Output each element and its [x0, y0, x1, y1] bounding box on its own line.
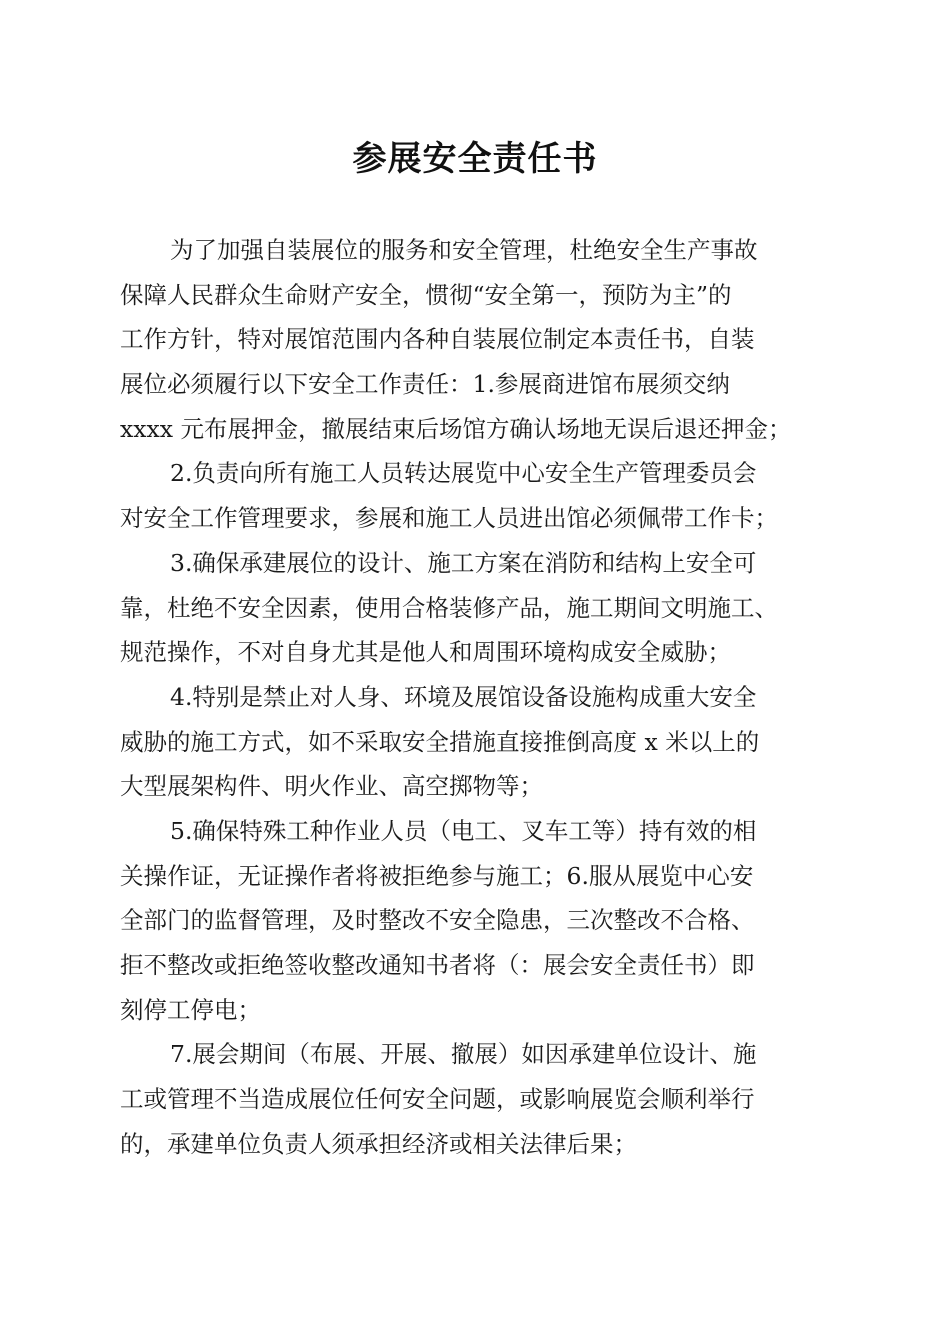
paragraph-1-line-4: 展位必须履行以下安全工作责任：1.参展商进馆布展须交纳	[120, 370, 730, 399]
paragraph-4-line-1: 4.特别是禁止对人身、环境及展馆设备设施构成重大安全	[170, 682, 757, 711]
document-title: 参展安全责任书	[352, 139, 598, 179]
paragraph-1-line-3: 工作方针，特对展馆范围内各种自装展位制定本责任书，自装	[120, 325, 755, 354]
paragraph-4-line-3: 大型展架构件、明火作业、高空掷物等；	[120, 772, 543, 801]
paragraph-2-line-1: 2.负责向所有施工人员转达展览中心安全生产管理委员会	[170, 459, 757, 488]
paragraph-5-line-1: 5.确保特殊工种作业人员（电工、叉车工等）持有效的相	[170, 816, 757, 845]
paragraph-3-line-2: 靠，杜绝不安全因素，使用合格装修产品，施工期间文明施工、	[120, 593, 778, 622]
paragraph-2-line-2: 对安全工作管理要求，参展和施工人员进出馆必须佩带工作卡；	[120, 504, 778, 533]
paragraph-5-line-2: 关操作证，无证操作者将被拒绝参与施工；6.服从展览中心安	[120, 861, 754, 890]
paragraph-1-line-2: 保障人民群众生命财产安全，惯彻“安全第一，预防为主”的	[120, 280, 732, 309]
paragraph-6-line-2: 工或管理不当造成展位任何安全问题，或影响展览会顺利举行	[120, 1085, 755, 1114]
paragraph-3-line-3: 规范操作，不对自身尤其是他人和周围环境构成安全威胁；	[120, 638, 731, 667]
document-body	[120, 228, 840, 1166]
paragraph-1-line-1: 为了加强自装展位的服务和安全管理，杜绝安全生产事故	[170, 236, 758, 264]
paragraph-5-line-5: 刻停工停电；	[120, 995, 261, 1024]
paragraph-5-line-4: 拒不整改或拒绝签收整改通知书者将（：展会安全责任书）即	[120, 951, 755, 979]
paragraph-6-line-3: 的，承建单位负责人须承担经济或相关法律后果；	[120, 1129, 637, 1158]
paragraph-1-line-5: xxxx 元布展押金，撤展结束后场馆方确认场地无误后退还押金；	[120, 414, 792, 443]
paragraph-3-line-1: 3.确保承建展位的设计、施工方案在消防和结构上安全可	[170, 548, 757, 577]
paragraph-4-line-2: 威胁的施工方式，如不采取安全措施直接推倒高度 x 米以上的	[120, 727, 760, 756]
paragraph-6-line-1: 7.展会期间（布展、开展、撤展）如因承建单位设计、施	[170, 1040, 757, 1069]
paragraph-5-line-3: 全部门的监督管理，及时整改不安全隐患，三次整改不合格、	[120, 906, 755, 935]
